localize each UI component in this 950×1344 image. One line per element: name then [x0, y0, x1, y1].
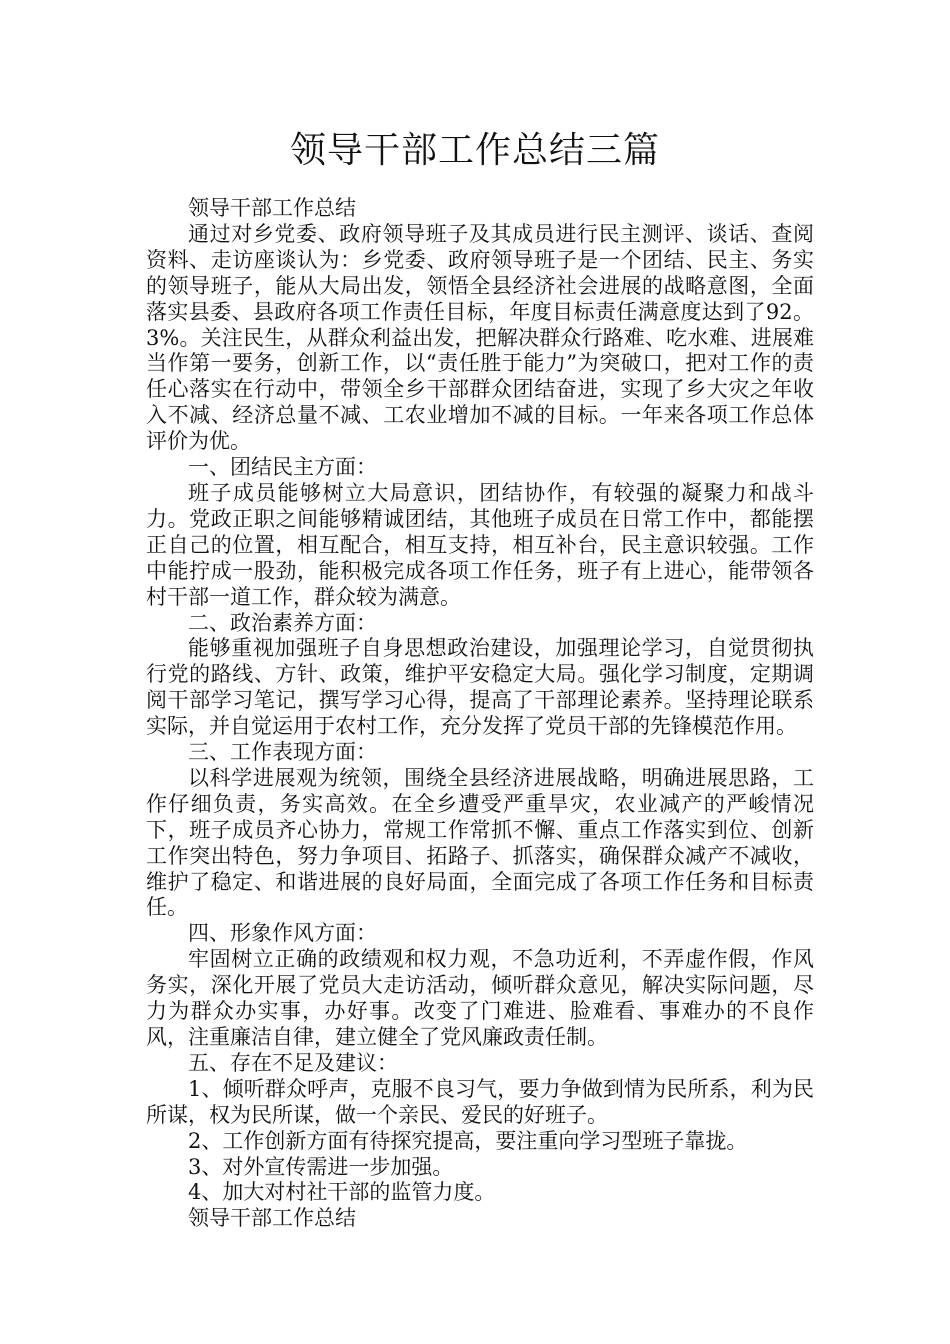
- list-item-3: 3、对外宣传需进一步加强。: [188, 1154, 454, 1179]
- list-item-4: 4、加大对村社干部的监管力度。: [188, 1180, 496, 1205]
- paragraph-unity-democracy: 班子成员能够树立大局意识，团结协作，有较强的凝聚力和战斗力。党政正职之间能够精诚团结，其他班子成员在日常工作中，都能摆正自己的位置，相互配合，相互支持，相互补台，民主意识较强。工作中能拧成一股劲，能积极完成各项工作任务，班子有上进心，能带领各村干部一道工作，群众较为满意。: [146, 480, 814, 609]
- section-subtitle: 领导干部工作总结: [188, 196, 356, 220]
- paragraph-political-quality: 能够重视加强班子自身思想政治建设，加强理论学习，自觉贯彻执行党的路线、方针、政策，维护平安稳定大局。强化学习制度，定期调阅干部学习笔记，撰写学习心得，提高了干部理论素养。坚持理论联系实际，并自觉运用于农村工作，充分发挥了党员干部的先锋模范作用。: [146, 636, 814, 739]
- paragraph-work-performance: 以科学进展观为统领，围绕全县经济进展战略，明确进展思路，工作仔细负责，务实高效。在全乡遭受严重旱灾，农业减产的严峻情况下，班子成员齐心协力，常规工作常抓不懈、重点工作落实到位、创新工作突出特色，努力争项目、拓路子、抓落实，确保群众减产不减收，维护了稳定、和谐进展的良好局面，全面完成了各项工作任务和目标责任。: [146, 765, 814, 920]
- paragraph-image-style: 牢固树立正确的政绩观和权力观，不急功近利，不弄虚作假，作风务实，深化开展了党员大走访活动，倾听群众意见，解决实际问题，尽力为群众办实事，办好事。改变了门难进、脸难看、事难办的不良作风，注重廉洁自律，建立健全了党风廉政责任制。: [146, 947, 814, 1049]
- heading-work-performance: 三、工作表现方面：: [188, 740, 377, 765]
- heading-shortcomings: 五、存在不足及建议：: [188, 1050, 398, 1075]
- heading-political-quality: 二、政治素养方面：: [188, 610, 377, 635]
- list-item-2: 2、工作创新方面有待探究提高，要注重向学习型班子靠拢。: [188, 1128, 748, 1153]
- section-subtitle-2: 领导干部工作总结: [188, 1206, 356, 1231]
- document-body: [146, 196, 814, 1232]
- heading-image-style: 四、形象作风方面：: [188, 921, 377, 946]
- list-item-1: 1、倾听群众呼声，克服不良习气，要力争做到情为民所系，利为民所谋，权为民所谋，做一个亲民、爱民的好班子。: [146, 1076, 814, 1127]
- intro-paragraph: 通过对乡党委、政府领导班子及其成员进行民主测评、谈话、查阅资料、走访座谈认为：乡党委、政府领导班子是一个团结、民主、务实的领导班子，能从大局出发，领悟全县经济社会进展的战略意图，全面落实县委、县政府各项工作责任目标，年度目标责任满意度达到了92。3%。关注民生，从群众利益出发，把解决群众行路难、吃水难、进展难当作第一要务，创新工作，以“责任胜于能力”为突破口，把对工作的责任心落实在行动中，带领全乡干部群众团结奋进，实现了乡大灾之年收入不减、经济总量不减、工农业增加不减的目标。一年来各项工作总体评价为优。: [146, 221, 814, 454]
- heading-unity-democracy: 一、团结民主方面：: [188, 455, 377, 480]
- document-title: 领导干部工作总结三篇: [289, 130, 660, 171]
